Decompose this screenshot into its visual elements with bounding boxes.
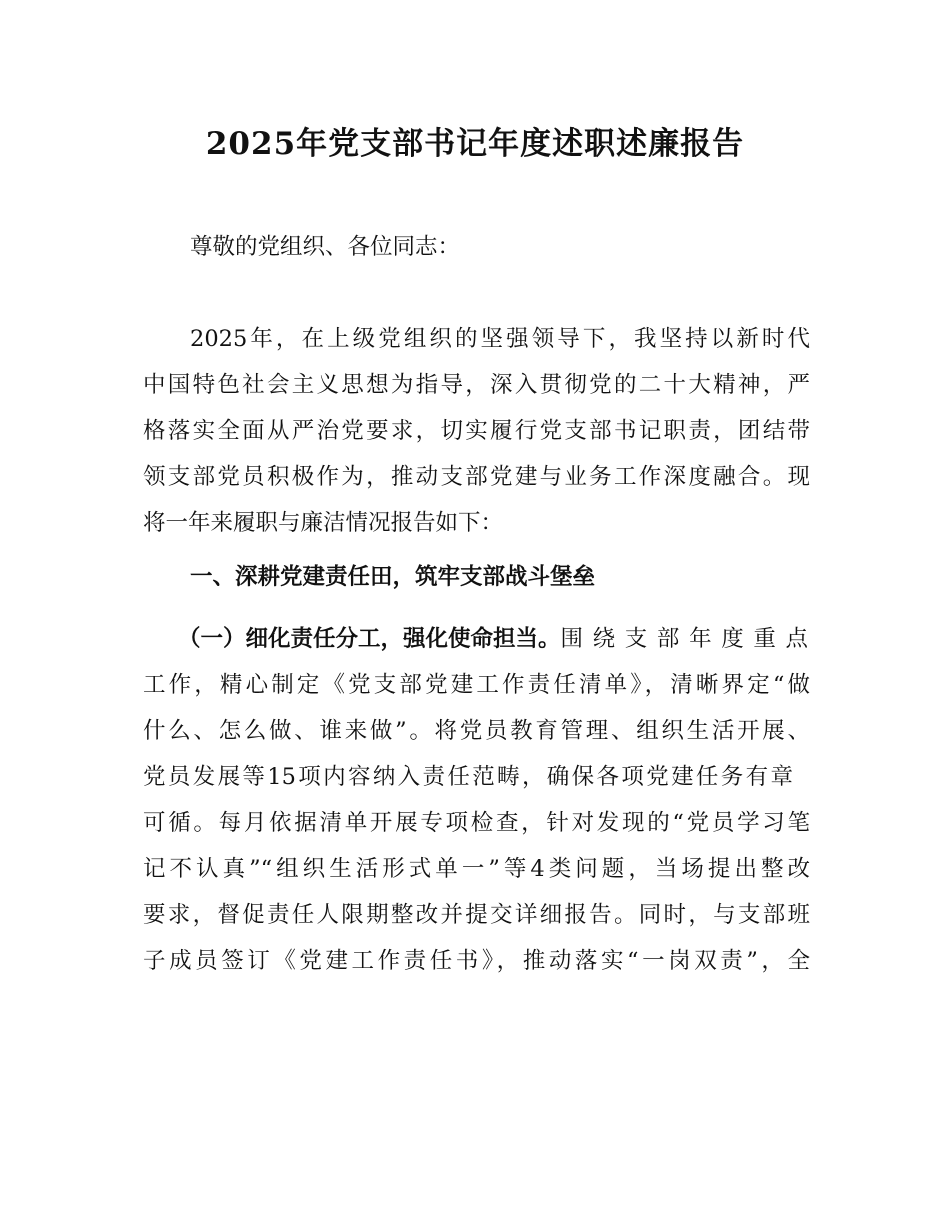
salutation: 尊敬的党组织、各位同志： — [190, 234, 461, 260]
intro-line: 格落实全面从严治党要求，切实履行党支部书记职责，团结带 — [143, 418, 810, 444]
intro-line: 中国特色社会主义思想为指导，深入贯彻党的二十大精神，严 — [143, 372, 810, 398]
intro-line: 将一年来履职与廉洁情况报告如下： — [143, 510, 504, 536]
paragraph-line: 工作，精心制定《党支部党建工作责任清单》，清晰界定“做 — [143, 672, 810, 698]
paragraph-line: 可循。每月依据清单开展专项检查，针对发现的“党员学习笔 — [143, 810, 810, 836]
paragraph-line: 要求，督促责任人限期整改并提交详细报告。同时，与支部班 — [143, 902, 810, 928]
paragraph-line: 记不认真”“组织生活形式单一”等4类问题，当场提出整改 — [143, 856, 810, 882]
intro-line: 2025年，在上级党组织的坚强领导下，我坚持以新时代 — [190, 326, 810, 352]
intro-line: 领支部党员积极作为，推动支部党建与业务工作深度融合。现 — [143, 464, 810, 490]
paragraph-line: 子成员签订《党建工作责任书》，推动落实“一岗双责”，全 — [143, 948, 810, 974]
subsection-heading: （一）细化责任分工，强化使命担当。 — [178, 626, 561, 652]
paragraph-text: 围绕支部年度重点 — [560, 626, 810, 652]
paragraph-line: 党员发展等15项内容纳入责任范畴，确保各项党建任务有章 — [143, 764, 793, 790]
document-title: 2025年党支部书记年度述职述廉报告 — [205, 126, 745, 162]
subsection-first-line — [178, 624, 810, 654]
paragraph-line: 什么、怎么做、谁来做”。将党员教育管理、组织生活开展、 — [143, 718, 810, 744]
section-heading: 一、深耕党建责任田，筑牢支部战斗堡垒 — [190, 564, 596, 590]
